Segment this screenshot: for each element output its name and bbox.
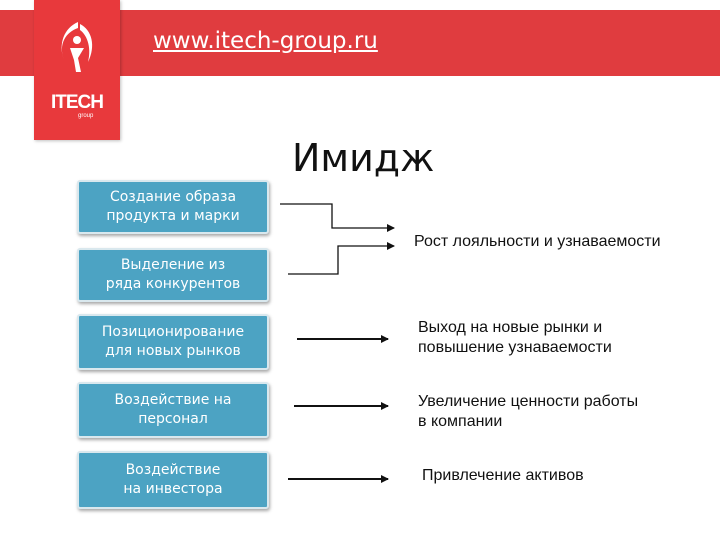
box-line: на инвестора — [123, 481, 223, 497]
box-line: Позиционирование — [101, 324, 245, 340]
box-line: продукта и марки — [106, 208, 240, 224]
result-value — [418, 392, 638, 432]
box-line: ряда конкурентов — [105, 276, 241, 292]
result-assets — [422, 466, 584, 486]
slide-title: Имидж — [292, 136, 435, 180]
box-line: Создание образа — [109, 189, 237, 205]
result-loyalty — [414, 232, 661, 252]
box-line: Выделение из — [120, 257, 226, 273]
logo-subtext: group — [78, 113, 94, 119]
box-line: Воздействие на — [114, 392, 232, 408]
connector-bottom — [288, 246, 394, 274]
result-line: Увеличение ценности работы — [418, 393, 639, 410]
connector-top — [280, 204, 394, 228]
result-line: повышение узнаваемости — [418, 339, 612, 356]
box-line: для новых рынков — [105, 343, 241, 359]
result-new-markets — [418, 318, 612, 358]
result-line: Рост лояльности и узнаваемости — [414, 233, 661, 250]
result-line: Привлечение активов — [422, 467, 584, 484]
box-line: Воздействие — [125, 462, 221, 478]
site-url-link[interactable]: www.itech-group.ru — [153, 28, 378, 54]
logo-text: ITECH — [51, 92, 103, 113]
box-line: персонал — [138, 411, 208, 427]
result-line: в компании — [418, 413, 503, 430]
result-line: Выход на новые рынки и — [418, 319, 603, 336]
